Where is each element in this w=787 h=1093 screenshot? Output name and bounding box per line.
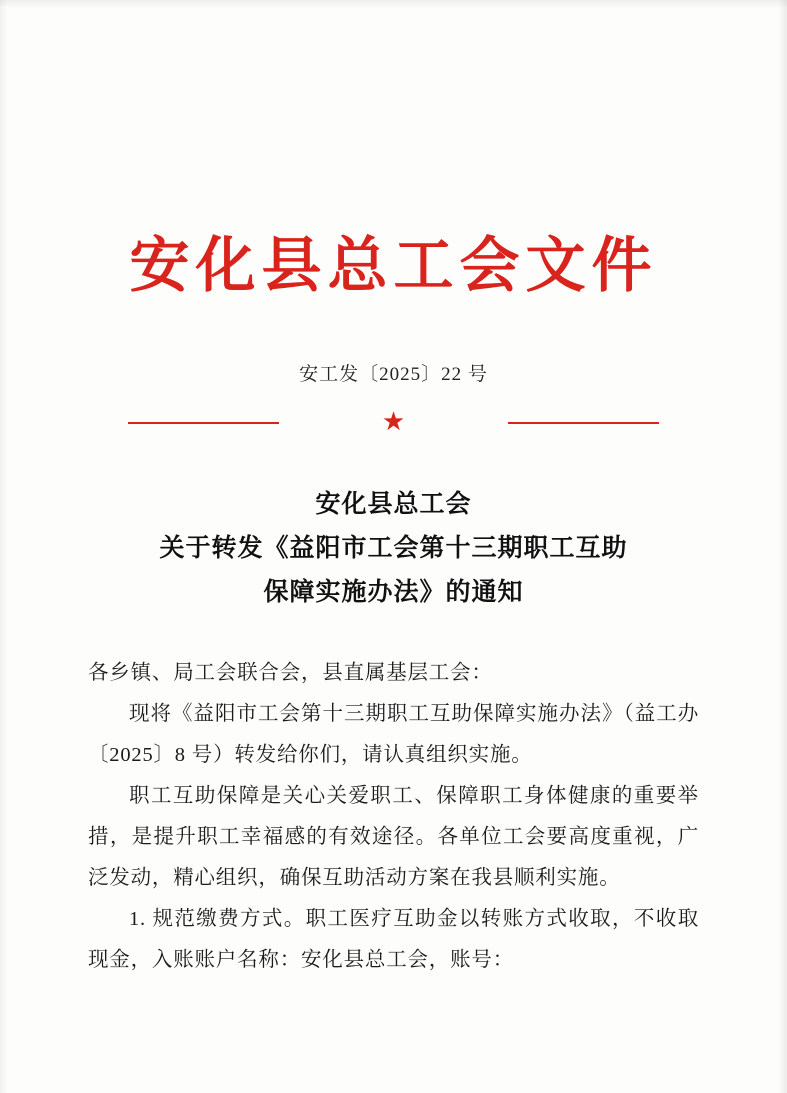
document-title	[88, 482, 699, 613]
body-paragraph-2: 职工互助保障是关心关爱职工、保障职工身体健康的重要举措，是提升职工幸福感的有效途径。各单位工会要高度重视，广泛发动，精心组织，确保互助活动方案在我县顺利实施。	[88, 785, 699, 890]
star-icon: ★	[381, 407, 406, 436]
separator-line-right	[508, 422, 659, 424]
body-paragraph-1: 现将《益阳市工会第十三期职工互助保障实施办法》（益工办〔2025〕8 号）转发给你们，请认真组织实施。	[88, 703, 699, 767]
document-title-line-2: 关于转发《益阳市工会第十三期职工互助	[159, 532, 628, 562]
red-separator-rule	[88, 407, 699, 436]
document-number: 安工发〔2025〕22 号	[299, 364, 488, 385]
separator-line-left	[128, 422, 279, 424]
body-paragraph-salutation: 各乡镇、局工会联合会，县直属基层工会：	[88, 662, 493, 685]
document-masthead-title: 安化县总工会文件	[129, 231, 658, 301]
document-body	[88, 653, 699, 981]
document-title-line-1: 安化县总工会	[315, 489, 472, 518]
body-paragraph-3: 1. 规范缴费方式。职工医疗互助金以转账方式收取，不收取现金，入账账户名称：安化县总工会，账号：	[88, 908, 699, 972]
document-title-line-3: 保障实施办法》的通知	[263, 576, 524, 606]
